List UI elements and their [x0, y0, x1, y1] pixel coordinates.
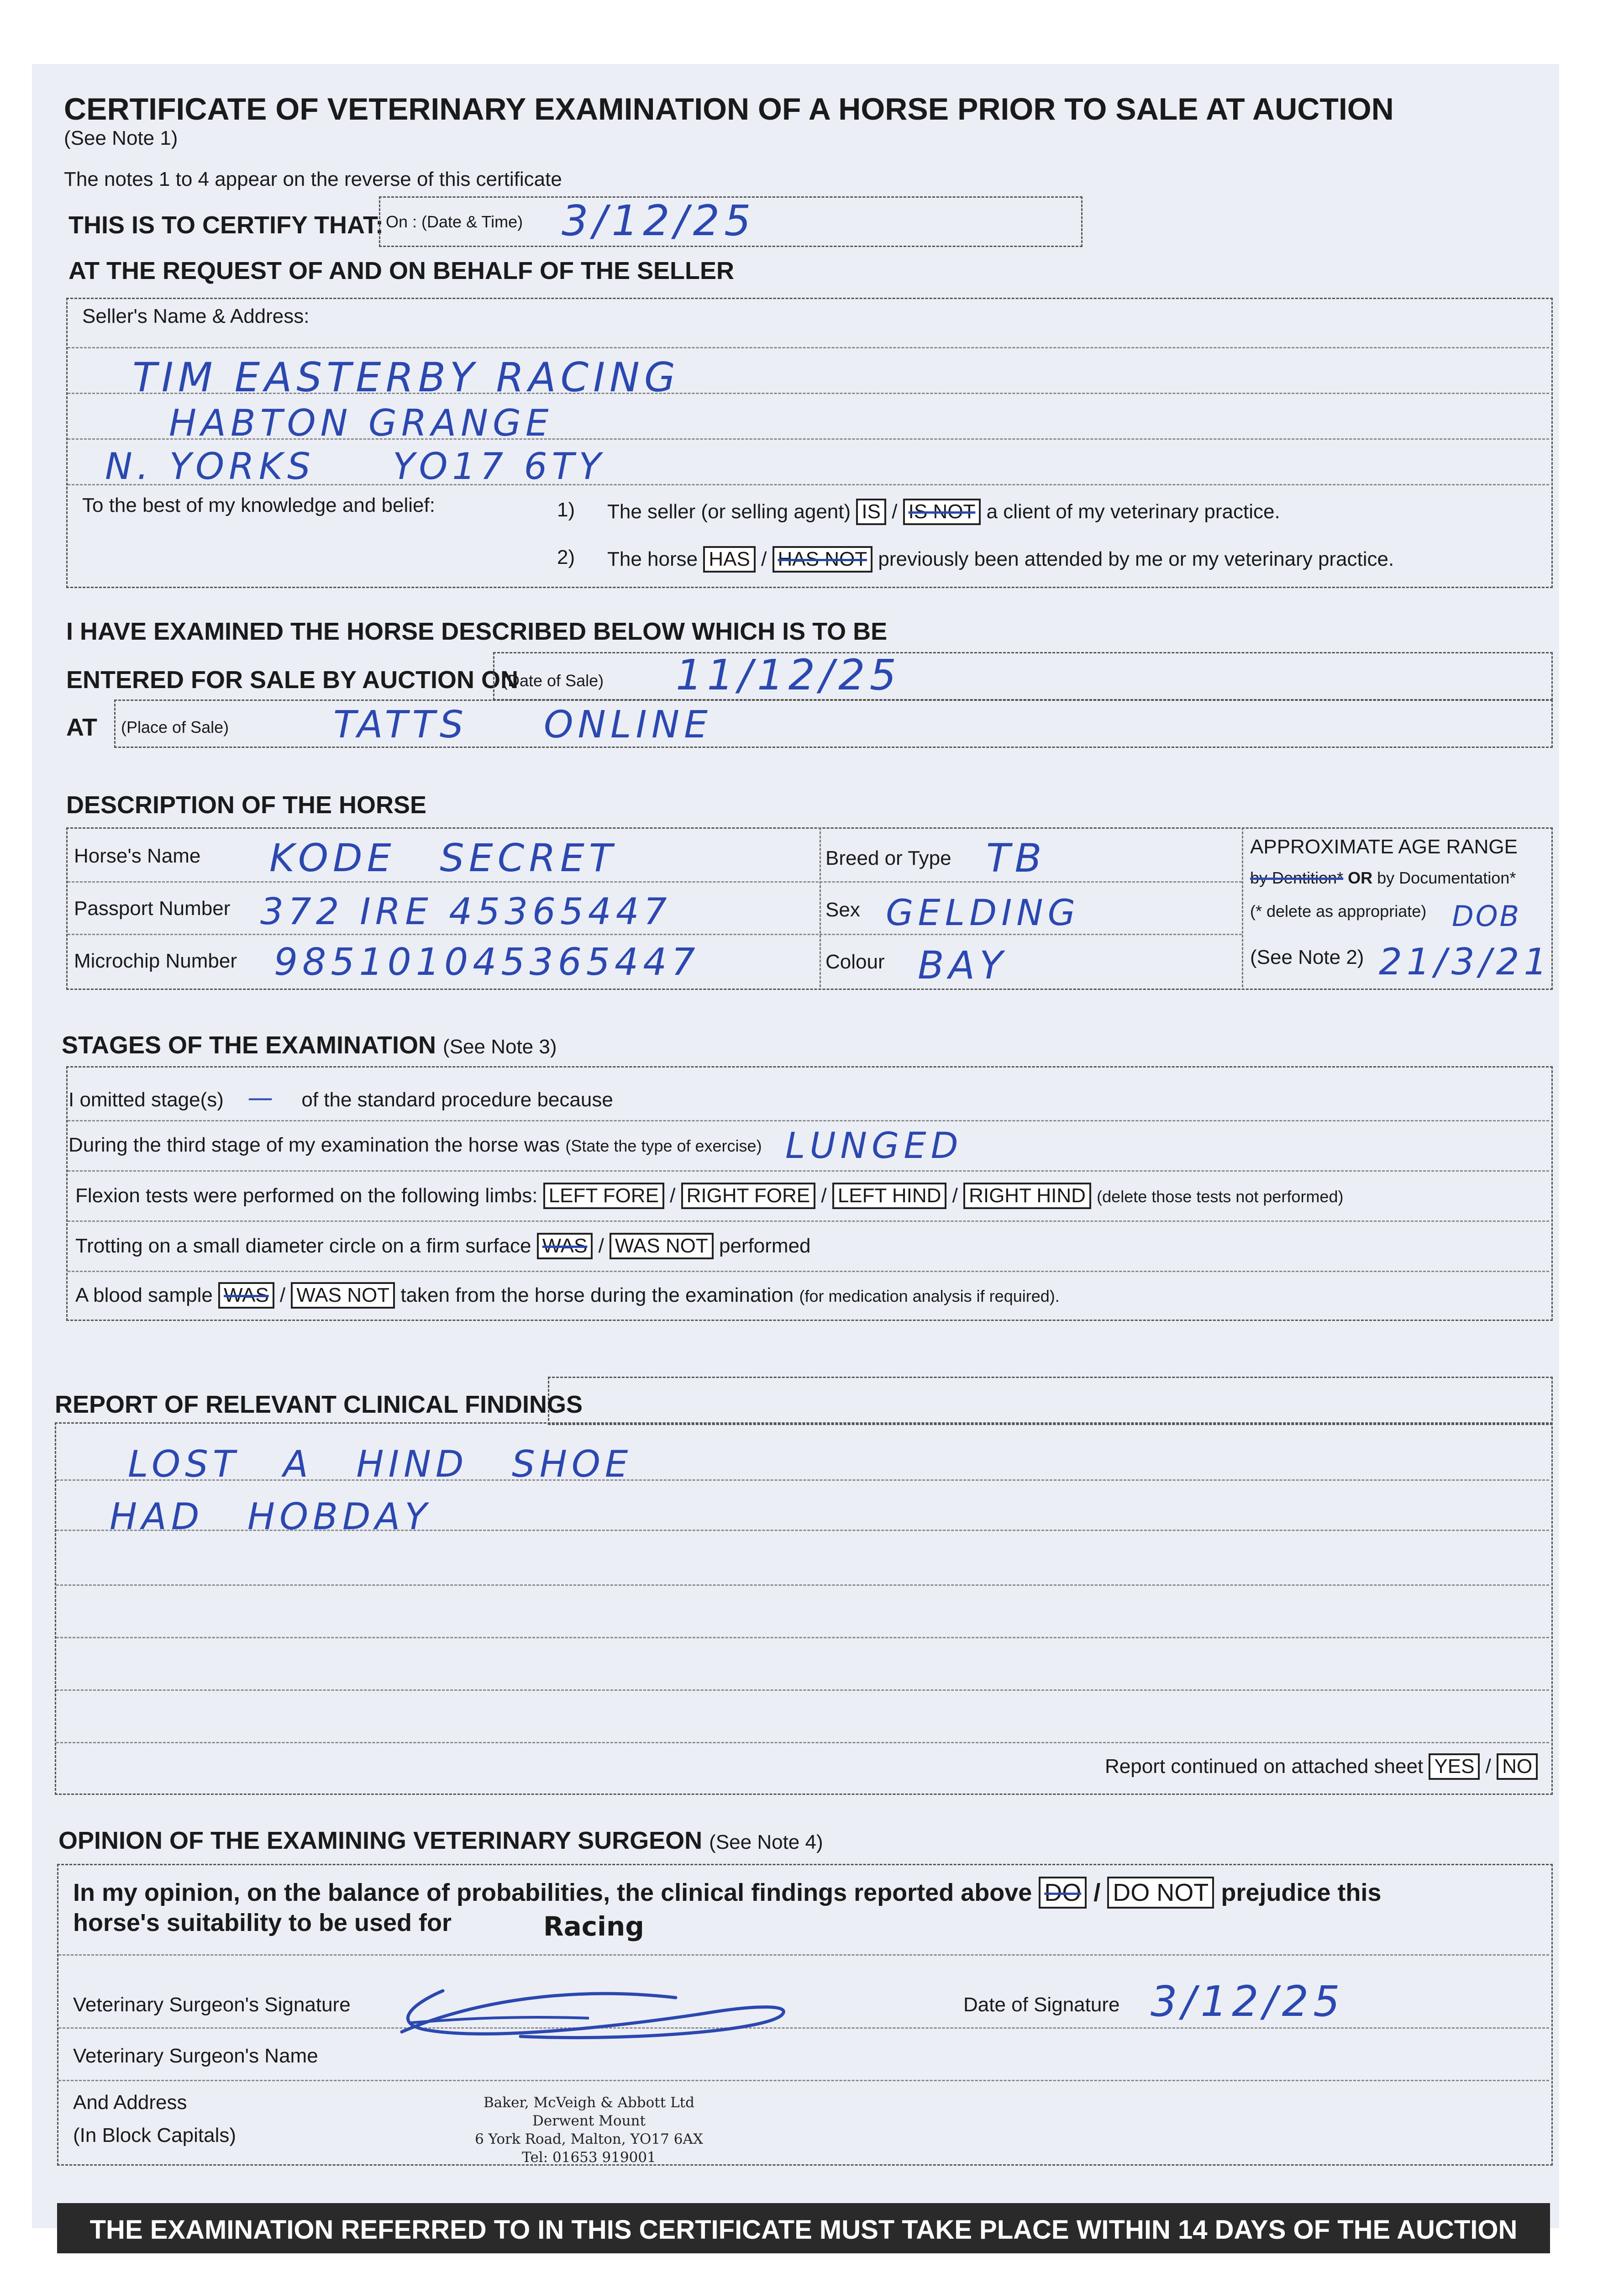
seller-address-line-1[interactable]: HABTON GRANGE [169, 402, 553, 444]
microchip-label: Microchip Number [74, 950, 237, 972]
trotting-line: Trotting on a small diameter circle on a firm surface WAS / WAS NOT performed [75, 1233, 811, 1259]
opinion-text-line-2: horse's suitability to be used for [73, 1909, 452, 1936]
opinion-do-not-option[interactable]: DO NOT [1107, 1877, 1214, 1909]
has-not-option[interactable]: HAS NOT [773, 546, 873, 573]
age-see-note-2: (See Note 2) [1250, 946, 1364, 968]
on-date-label: On : (Date & Time) [386, 212, 523, 231]
age-delete-note: (* delete as appropriate) [1250, 902, 1427, 921]
knowledge-label: To the best of my knowledge and belief: [82, 494, 435, 516]
report-heading: REPORT OF RELEVANT CLINICAL FINDINGS [55, 1391, 583, 1418]
footer-text: THE EXAMINATION REFERRED TO IN THIS CERTIFICATE MUST TAKE PLACE WITHIN 14 DAYS OF THE AUCTION [89, 2215, 1518, 2245]
flexion-right-hind[interactable]: RIGHT HIND [963, 1183, 1091, 1209]
blood-was-not-option[interactable]: WAS NOT [291, 1282, 395, 1309]
report-finding-1[interactable]: LOST A HIND SHOE [128, 1443, 633, 1485]
vet-signature [384, 1973, 817, 2046]
at-label: AT [66, 714, 97, 741]
is-not-option[interactable]: IS NOT [903, 499, 981, 525]
passport-label: Passport Number [74, 897, 231, 920]
address-label-2: (In Block Capitals) [73, 2124, 237, 2146]
notes-line: The notes 1 to 4 appear on the reverse of this certificate [64, 168, 562, 190]
third-stage-line: During the third stage of my examination the horse was (State the type of exercise) [68, 1134, 762, 1156]
has-option[interactable]: HAS [703, 546, 755, 573]
signature-label: Veterinary Surgeon's Signature [73, 1994, 351, 2016]
report-heading-box [548, 1377, 1553, 1425]
address-label-1: And Address [73, 2091, 187, 2114]
seller-address-line-2[interactable]: N. YORKS [105, 445, 315, 488]
omitted-stages-line: I omitted stage(s) — of the standard procedure because [68, 1083, 613, 1113]
colour-value[interactable]: BAY [918, 943, 1008, 988]
is-option[interactable]: IS [856, 499, 886, 525]
description-heading: DESCRIPTION OF THE HORSE [66, 791, 427, 819]
seller-label: Seller's Name & Address: [82, 305, 310, 327]
practice-stamp: Baker, McVeigh & Abbott Ltd Derwent Mount 6 York Road, Malton, YO17 6AX Tel: 01653 919001 [475, 2094, 703, 2166]
opinion-text-line-1: In my opinion, on the balance of probabilities, the clinical findings reported above DO / DO NOT prejudice this [73, 1877, 1381, 1909]
sale-place-label: (Place of Sale) [121, 718, 229, 736]
statement-1-text: The seller (or selling agent) IS / IS NOT a client of my veterinary practice. [607, 499, 1280, 525]
microchip-value[interactable]: 985101045365447 [274, 941, 700, 984]
dob-label: DOB [1452, 900, 1521, 933]
continued-no-option[interactable]: NO [1497, 1753, 1538, 1780]
dob-value[interactable]: 21/3/21 [1379, 941, 1552, 983]
passport-value[interactable]: 372 IRE 45365447 [260, 890, 672, 933]
examined-heading-2: ENTERED FOR SALE BY AUCTION ON [66, 666, 519, 694]
on-date-value[interactable]: 3/12/25 [562, 196, 756, 245]
third-stage-exercise[interactable]: LUNGED [785, 1126, 963, 1167]
request-heading: AT THE REQUEST OF AND ON BEHALF OF THE SELLER [68, 257, 734, 284]
signature-date-label: Date of Signature [963, 1994, 1120, 2016]
sale-date-box [493, 652, 1553, 700]
report-finding-2[interactable]: HAD HOBDAY [110, 1495, 432, 1538]
signature-date-value[interactable]: 3/12/25 [1151, 1977, 1345, 2026]
seller-postcode[interactable]: YO17 6TY [393, 445, 606, 488]
age-method-line: by Dentition* OR by Documentation* [1250, 868, 1516, 887]
by-dentition-option[interactable]: by Dentition* [1250, 868, 1344, 887]
flexion-left-fore[interactable]: LEFT FORE [543, 1183, 664, 1209]
opinion-do-option[interactable]: DO [1039, 1877, 1087, 1909]
sex-value[interactable]: GELDING [886, 893, 1080, 934]
horse-name-label: Horse's Name [74, 845, 201, 867]
omitted-stages-value[interactable]: — [247, 1083, 278, 1113]
statement-2-text: The horse HAS / HAS NOT previously been attended by me or my veterinary practice. [607, 546, 1394, 573]
blood-sample-line: A blood sample WAS / WAS NOT taken from the horse during the examination (for medication analysis if required). [75, 1282, 1060, 1309]
statement-2-number: 2) [557, 546, 575, 568]
flexion-left-hind[interactable]: LEFT HIND [832, 1183, 947, 1209]
vet-name-label: Veterinary Surgeon's Name [73, 2045, 318, 2067]
sale-place-value[interactable]: TATTS ONLINE [333, 703, 712, 747]
colour-label: Colour [825, 951, 885, 973]
intended-use-value[interactable]: Racing [543, 1911, 644, 1942]
horse-name-value[interactable]: KODE SECRET [269, 836, 617, 880]
certificate-title: CERTIFICATE OF VETERINARY EXAMINATION OF A HORSE PRIOR TO SALE AT AUCTION [64, 92, 1394, 126]
age-range-title: APPROXIMATE AGE RANGE [1250, 836, 1518, 858]
flexion-right-fore[interactable]: RIGHT FORE [681, 1183, 816, 1209]
sex-label: Sex [825, 899, 860, 921]
examined-heading-1: I HAVE EXAMINED THE HORSE DESCRIBED BELOW WHICH IS TO BE [66, 618, 888, 645]
by-documentation-option[interactable]: by Documentation* [1377, 868, 1516, 887]
breed-label: Breed or Type [825, 847, 951, 869]
trotting-was-option[interactable]: WAS [537, 1233, 593, 1259]
trotting-was-not-option[interactable]: WAS NOT [610, 1233, 714, 1259]
stages-heading: STAGES OF THE EXAMINATION (See Note 3) [62, 1031, 557, 1059]
see-note-1: (See Note 1) [64, 127, 178, 149]
opinion-heading: OPINION OF THE EXAMINING VETERINARY SURGEON (See Note 4) [58, 1827, 823, 1854]
sale-date-label: (Date of Sale) [502, 671, 604, 690]
breed-value[interactable]: TB [986, 836, 1046, 881]
sale-place-box [114, 700, 1553, 748]
certify-label: THIS IS TO CERTIFY THAT: [68, 211, 384, 239]
report-continued-line: Report continued on attached sheet YES / NO [1105, 1753, 1538, 1780]
statement-1-number: 1) [557, 499, 575, 521]
flexion-line: Flexion tests were performed on the following limbs: LEFT FORE / RIGHT FORE / LEFT HIND / RIGHT HIND (delete those tests not performed) [75, 1183, 1343, 1209]
blood-was-option[interactable]: WAS [218, 1282, 274, 1309]
seller-name-line[interactable]: TIM EASTERBY RACING [132, 354, 680, 401]
sale-date-value[interactable]: 11/12/25 [676, 651, 901, 700]
continued-yes-option[interactable]: YES [1429, 1753, 1480, 1780]
